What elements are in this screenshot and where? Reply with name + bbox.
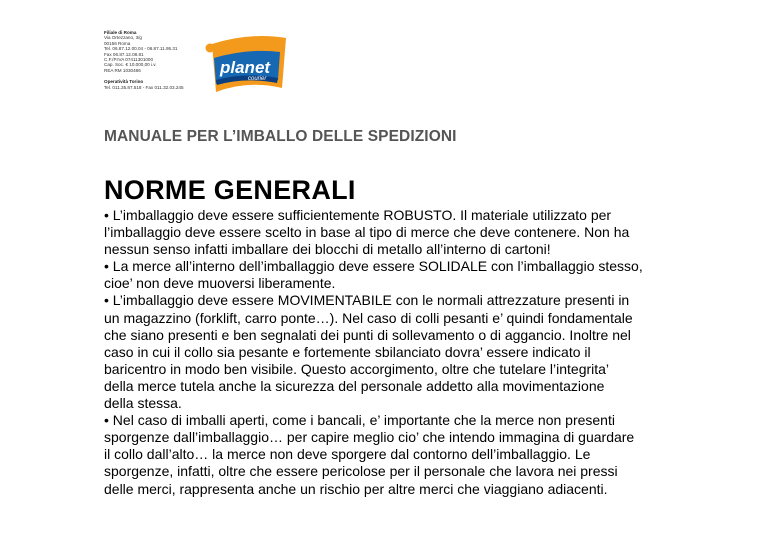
- body-line: • L’imballaggio deve essere MOVIMENTABILE con le normali attrezzature presenti in: [104, 292, 630, 309]
- body-line: della stessa.: [104, 395, 182, 412]
- ops-title: Operatività Torino: [104, 79, 144, 85]
- body-line: l’imballaggio deve essere scelto in base al tipo di merce che deve contenere. Non ha: [104, 224, 630, 241]
- body-line: baricentro in modo ben visibile. Questo accorgimento, oltre che tutelare l’integrita’: [104, 360, 610, 377]
- body-line: • Nel caso di imballi aperti, come i bancali, e’ importante che la merce non presenti: [104, 412, 615, 429]
- body-text: [104, 207, 684, 498]
- company-info: [104, 30, 204, 90]
- branch-line: REA RM 1030486: [104, 67, 141, 73]
- planet-dot-icon: [206, 44, 215, 53]
- branch-line: C.F./P.IVA 07411301000: [104, 57, 154, 63]
- branch-line: Tel. 06.87.12.00.04 - 06.87.11.95.31: [104, 46, 178, 52]
- body-line: un magazzino (forklift, carro ponte…). Nel caso di colli pesanti e’ quindi fondamentale: [104, 309, 633, 326]
- body-line: sporgenze dall’imballaggio… per capire meglio cio’ che intendo immagina di guardare: [104, 429, 635, 446]
- branch-line: Via Ortezzano, 3/g: [104, 35, 142, 41]
- logo-brand: planet: [220, 58, 271, 77]
- branch-line: Fax 06.87.12.08.81: [104, 51, 144, 57]
- logo-tagline: courier: [248, 76, 267, 82]
- body-line: • L’imballaggio deve essere sufficientemente ROBUSTO. Il materiale utilizzato per: [104, 207, 612, 223]
- body-line: • La merce all’interno dell’imballaggio deve essere SOLIDALE con l’imballaggio stesso,: [104, 258, 643, 275]
- body-line: della merce tutela anche la sicurezza del personale addetto alla movimentazione: [104, 377, 605, 394]
- branch-title: Filiale di Roma: [104, 30, 137, 35]
- branch-line: 00156 Roma: [104, 40, 131, 46]
- ops-line: Tel. 011.35.87.518 - Fax 011.32.03.245: [104, 84, 184, 90]
- document-subtitle: MANUALE PER L’IMBALLO DELLE SPEDIZIONI: [104, 128, 457, 145]
- body-line: cioe’ non deve muoversi liberamente.: [104, 275, 336, 292]
- page-title: NORME GENERALI: [104, 175, 356, 205]
- body-line: delle merci, rappresenta anche un rischio per altre merci che viaggiano adiacenti.: [104, 480, 608, 497]
- body-line: sporgenze, infatti, oltre che essere pericolose per il personale che lavora nei pressi: [104, 463, 618, 480]
- body-line: il collo dall’alto… la merce non deve sporgere dal contorno dell’imballaggio. Le: [104, 446, 591, 463]
- body-line: nessun senso infatti imballare dei blocchi di metallo all’interno di cartoni!: [104, 241, 551, 258]
- planet-logo: [190, 30, 290, 110]
- body-line: che siano presenti e ben segnalati dei punti di sollevamento o di aggancio. Inoltre nel: [104, 326, 631, 343]
- body-line: caso in cui il collo sia pesante e fortemente sbilanciato dovra’ essere indicato il: [104, 343, 591, 360]
- branch-line: Cap. Soc. € 10.000,00 i.v.: [104, 62, 157, 68]
